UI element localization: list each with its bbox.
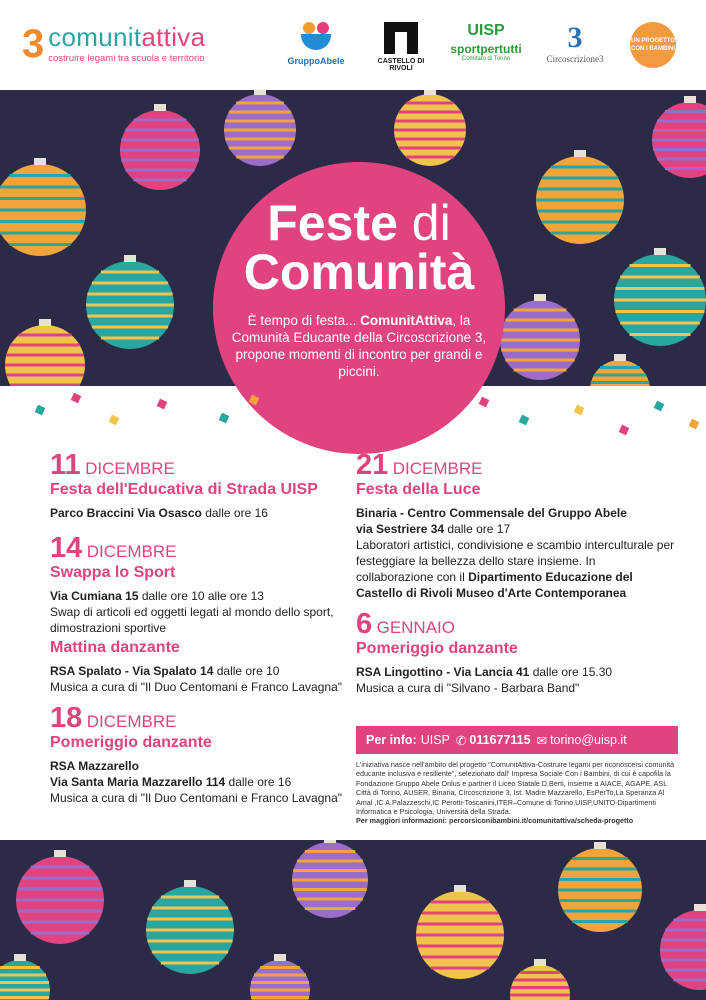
event-place [356, 664, 676, 680]
info-email[interactable]: torino@uisp.it [550, 733, 627, 747]
confetti-piece [157, 399, 168, 410]
ornament [0, 954, 50, 1000]
event-place-name: RSA Mazzarello [50, 759, 139, 773]
event-6-gennaio [356, 609, 676, 696]
con-i-bambini-logo [628, 22, 678, 68]
event-date [356, 450, 676, 480]
event-address [50, 774, 350, 790]
ornament [510, 959, 570, 1000]
event-month: GENNAIO [376, 618, 455, 637]
event-month: DICEMBRE [86, 712, 177, 731]
event-time: dalle ore 15.30 [529, 665, 613, 679]
event-time: dalle ore 17 [444, 522, 511, 536]
brand-name [48, 24, 205, 50]
gruppo-abele-icon [299, 22, 333, 52]
ornament [536, 150, 624, 244]
castello-icon [384, 22, 418, 54]
event-place-name: Via Cumiana 15 [50, 589, 139, 603]
hero-title-feste: Feste [267, 195, 398, 251]
comunitattiva-logo [22, 24, 205, 64]
hero-title-di: di [411, 195, 451, 251]
ornament [416, 885, 504, 979]
event-time: dalle ore 16 [225, 775, 292, 789]
confetti-piece [479, 397, 490, 408]
ornament [86, 255, 174, 349]
event-partner: Dipartimento Educazione del Castello di Rivoli Museo d'Arte Contemporanea [356, 570, 633, 600]
castello-label: CASTELLO DI RIVOLI [377, 58, 425, 72]
ornament [146, 880, 234, 974]
event-sub-description: Musica a cura di "Il Duo Centomani e Franco Lavagna" [50, 680, 343, 694]
brand-mark: 3 [22, 22, 45, 66]
intro-part-2: , la Comunità Educante della Circoscrizione 3, propone momenti di incontro per grandi e piccini. [231, 313, 487, 379]
mail-icon: ✉ [536, 733, 548, 748]
event-11-dicembre [50, 450, 350, 521]
uisp-sub: Comitato di Torino [461, 56, 511, 62]
intro-brand: ComunitAttiva [360, 313, 453, 328]
hero-title-line-1 [213, 195, 505, 251]
event-place [50, 588, 350, 604]
event-sub-time: dalle ore 10 [213, 664, 280, 678]
circoscrizione-label: Circoscrizione3 [546, 54, 604, 64]
event-description: Swap di articoli ed oggetti legati al mondo dello sport, dimostrazioni sportive [50, 605, 334, 635]
event-subtitle: Mattina danzante [50, 639, 180, 656]
event-day: 6 [356, 608, 373, 640]
confetti-piece [249, 395, 260, 406]
intro-part-1: È tempo di festa... [247, 313, 361, 328]
ornament-band-bottom [0, 840, 706, 1000]
confetti-piece [219, 413, 230, 424]
event-time: dalle ore 10 alle ore 13 [138, 589, 264, 603]
hero-title-line-2: Comunità [243, 244, 475, 300]
confetti-piece [71, 393, 82, 404]
confetti-piece [574, 405, 585, 416]
christmas-ornaments-illustration-bottom [0, 840, 706, 1000]
event-title: Pomeriggio danzante [50, 734, 212, 751]
ornament [652, 96, 706, 178]
event-date [356, 609, 676, 639]
event-description-text: Laboratori artistici, condivisione e scambio interculturale per festeggiare la bellezza dello stare insieme. In collaborazione con il [356, 538, 675, 584]
ornament [224, 90, 296, 166]
event-sub-place-name: RSA Spalato - Via Spalato 14 [50, 664, 214, 678]
ornament [614, 248, 706, 346]
event-sub-place [50, 663, 350, 679]
events-right-column [356, 450, 676, 702]
event-address [356, 521, 676, 537]
note-more-info-link[interactable]: Per maggiori informazioni: percorsiconibambini.it/comunitattiva/scheda-progetto [356, 816, 634, 826]
ornament [660, 904, 706, 990]
event-21-dicembre [356, 450, 676, 601]
confetti-piece [519, 415, 530, 426]
ornament [394, 90, 466, 166]
event-time: dalle ore 16 [201, 506, 268, 520]
circoscrizione-logo [540, 22, 610, 64]
brand-name-part-2: attiva [141, 22, 206, 52]
event-day: 14 [50, 532, 83, 564]
event-day: 18 [50, 702, 83, 734]
uisp-logo [450, 22, 522, 62]
ornament [0, 158, 86, 256]
event-place [50, 505, 350, 521]
gruppo-abele-label: GruppoAbele [287, 56, 345, 66]
confetti-decoration [0, 386, 706, 446]
ornament [558, 842, 642, 932]
gruppo-abele-logo [286, 22, 346, 66]
event-place-name: Binaria - Centro Commensale del Gruppo Abele [356, 506, 627, 520]
info-label: Per info: [366, 733, 417, 747]
event-14-dicembre [50, 533, 350, 695]
events-left-column [50, 450, 350, 812]
confetti-piece [35, 405, 46, 416]
uisp-label: UISP [467, 22, 505, 39]
ornament [5, 319, 85, 386]
castello-rivoli-logo [374, 22, 428, 72]
info-org: UISP [420, 733, 450, 747]
ornament [120, 104, 200, 190]
info-bar [356, 726, 678, 754]
event-date [50, 450, 350, 480]
event-month: DICEMBRE [86, 542, 177, 561]
event-day: 21 [356, 449, 389, 481]
confetti-piece [654, 401, 665, 412]
note-text: L'iniziativa nasce nell'ambito del progetto "ComunitAttiva-Costruire legami per riconoscersi comunità educante inclusiva e resiliente", selezionato dall' Impresa Sociale Con i Bambini, di cui è capofila la Fondazione Gruppo Abele Onlus e partner il Liceo Statale D.Berti, insieme a AIACE, AGAPE, ASL Città di Torino, AUSER, Binaria, Circoscrizione 3, Ist. Madre Mazzarello, EsPerTo,La Speranza Al Amal ,IC A.Palazzeschi,IC Perotti-Toscanini,ITER–Comune di Torino,UISP,UNITO-Dipartimenti Informatica e Psicologia, Università della Strada. [356, 760, 675, 817]
event-title: Swappa lo Sport [50, 564, 176, 581]
header [0, 0, 706, 88]
event-address-street: via Sestriere 34 [356, 522, 445, 536]
event-18-dicembre [50, 703, 350, 806]
event-title: Festa dell'Educativa di Strada UISP [50, 481, 318, 498]
confetti-piece [109, 415, 120, 426]
event-month: DICEMBRE [85, 459, 175, 478]
ornament [590, 354, 650, 386]
info-phone[interactable]: 011677115 [469, 733, 531, 747]
event-title: Festa della Luce [356, 481, 481, 498]
uisp-tagline: sportpertutti [450, 42, 522, 56]
event-title: Pomeriggio danzante [356, 640, 518, 657]
hero-intro [231, 312, 487, 380]
con-i-bambini-badge: UN PROGETTO CON I BAMBINI [630, 22, 676, 68]
event-month: DICEMBRE [392, 459, 483, 478]
circoscrizione-icon: 3 [567, 21, 583, 54]
ornament [292, 840, 368, 918]
event-date [50, 533, 350, 563]
event-place-name: RSA Lingottino - Via Lancia 41 [356, 665, 530, 679]
event-place [50, 758, 350, 774]
confetti-piece [619, 425, 630, 436]
event-description [356, 537, 676, 601]
confetti-piece [689, 419, 700, 430]
event-description: Musica a cura di "Il Duo Centomani e Franco Lavagna" [50, 791, 343, 805]
event-place-name: Parco Braccini Via Osasco [50, 506, 202, 520]
project-note [356, 760, 676, 826]
event-place [356, 505, 676, 521]
event-day: 11 [50, 449, 81, 481]
phone-icon: ✆ [455, 733, 467, 748]
ornament [500, 294, 580, 380]
brand-tagline: costruire legami tra scuola e territorio [48, 53, 205, 64]
ornament [16, 850, 104, 944]
event-address-street: Via Santa Maria Mazzarello 114 [50, 775, 226, 789]
ornament [250, 954, 310, 1000]
event-date [50, 703, 350, 733]
brand-name-part-1: comunit [48, 22, 142, 52]
event-description: Musica a cura di "Silvano - Barbara Band" [356, 681, 580, 695]
